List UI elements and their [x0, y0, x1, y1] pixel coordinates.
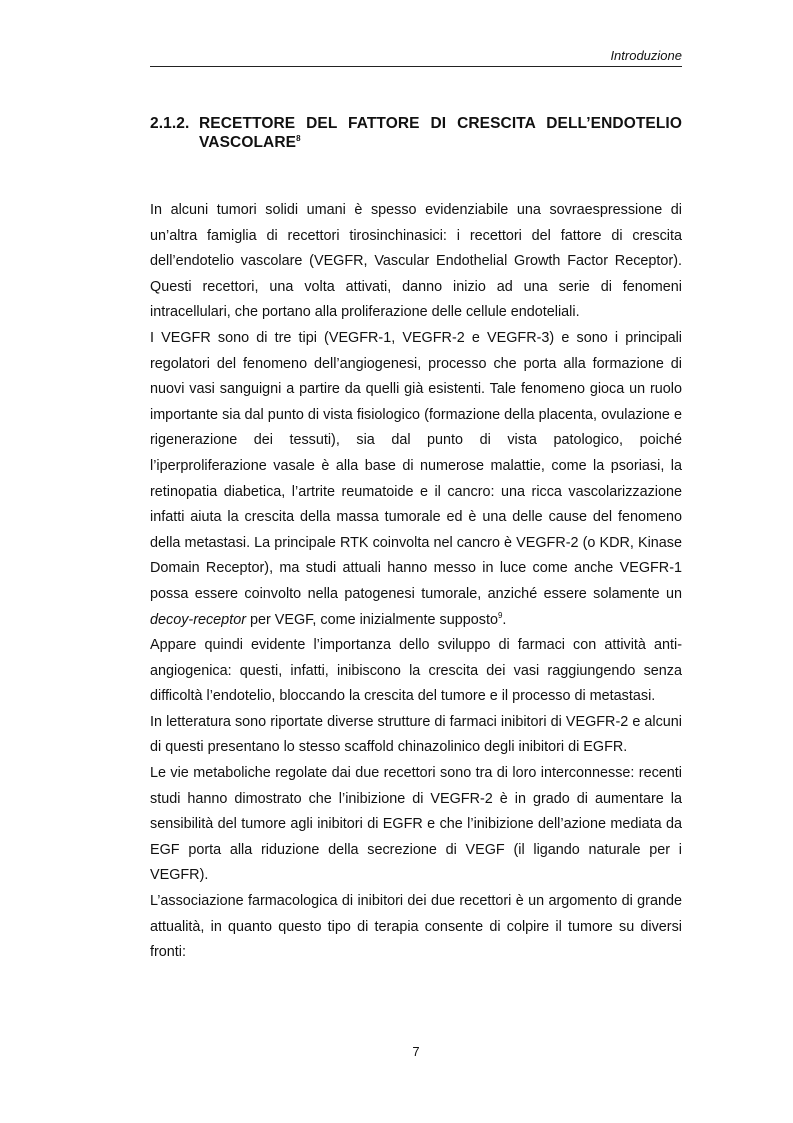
- paragraph-2-text: I VEGFR sono di tre tipi (VEGFR-1, VEGFR-2 e VEGFR-3) e sono i principali regolatori del fenomeno dell’angiogenesi, processo che porta alla formazione di nuovi vasi sanguigni a partire da quelli già esistenti. Tale fenomeno gioca un ruolo importante sia dal punto di vista fisiologico (formazione della placenta, ovulazione e rigenerazione dei tessuti), sia dal punto di vista patologico, poiché l’iperproliferazione vasale è alla base di numerose malattie, come la psoriasi, la retinopatia diabetica, l’artrite reumatoide e il cancro: una ricca vascolarizzazione infatti aiuta la crescita della massa tumorale ed è una delle cause del fenomeno della metastasi. La principale RTK coinvolta nel cancro è VEGFR-2 (o KDR, Kinase Domain Receptor), ma studi attuali hanno messo in luce come anche VEGFR-1 possa essere coinvolto nella patogenesi tumorale, anziché essere solamente un: [150, 329, 682, 602]
- header-rule: [150, 66, 682, 67]
- paragraph-2-text-end: per VEGF, come inizialmente supposto: [246, 611, 498, 628]
- paragraph-3: Appare quindi evidente l’importanza dello sviluppo di farmaci con attività anti-angiogenica: questi, infatti, inibiscono la crescita dei vasi raggiungendo senza difficoltà l’endotelio, bloccando la crescita del tumore e il processo di metastasi.: [150, 637, 682, 705]
- running-header: Introduzione: [610, 48, 682, 63]
- paragraph-2-period: .: [502, 611, 507, 628]
- section-title-reference: 8: [296, 133, 301, 143]
- paragraph-6: L’associazione farmacologica di inibitori dei due recettori è un argomento di grande attualità, in quanto questo tipo di terapia consente di colpire il tumore su diversi fronti:: [150, 893, 682, 961]
- paragraph-4: In letteratura sono riportate diverse strutture di farmaci inibitori di VEGFR-2 e alcuni di questi presentano lo stesso scaffold chinazolinico degli inibitori di EGFR.: [150, 713, 682, 756]
- paragraph-1: In alcuni tumori solidi umani è spesso evidenziabile una sovraespressione di un’altra famiglia di recettori tirosinchinasici: i recettori del fattore di crescita dell’endotelio vascolare (VEGFR, Vascular Endothelial Growth Factor Receptor). Questi recettori, una volta attivati, danno inizio ad una serie di fenomeni intracellulari, che portano alla proliferazione delle cellule endoteliali.: [150, 202, 682, 321]
- paragraph-5: Le vie metaboliche regolate dai due recettori sono tra di loro interconnesse: recenti studi hanno dimostrato che l’inibizione di VEGFR-2 è in grado di aumentare la sensibilità del tumore agli inibitori di EGFR e che l’inibizione dell’azione mediata da EGF porta alla riduzione della secrezione di VEGF (il ligando naturale per i VEGFR).: [150, 765, 682, 884]
- paragraph-2-reference: 9: [497, 610, 503, 620]
- section-title: RECETTORE DEL FATTORE DI CRESCITA DELL’ENDOTELIO VASCOLARE: [199, 115, 682, 151]
- section-title-block: [199, 114, 682, 152]
- body-text: [150, 198, 682, 966]
- paragraph-2-italic-term: decoy-receptor: [150, 611, 246, 628]
- paragraph-2: [150, 326, 682, 633]
- section-heading: [150, 114, 682, 152]
- section-number: 2.1.2.: [150, 115, 190, 132]
- page-number: 7: [412, 1044, 420, 1059]
